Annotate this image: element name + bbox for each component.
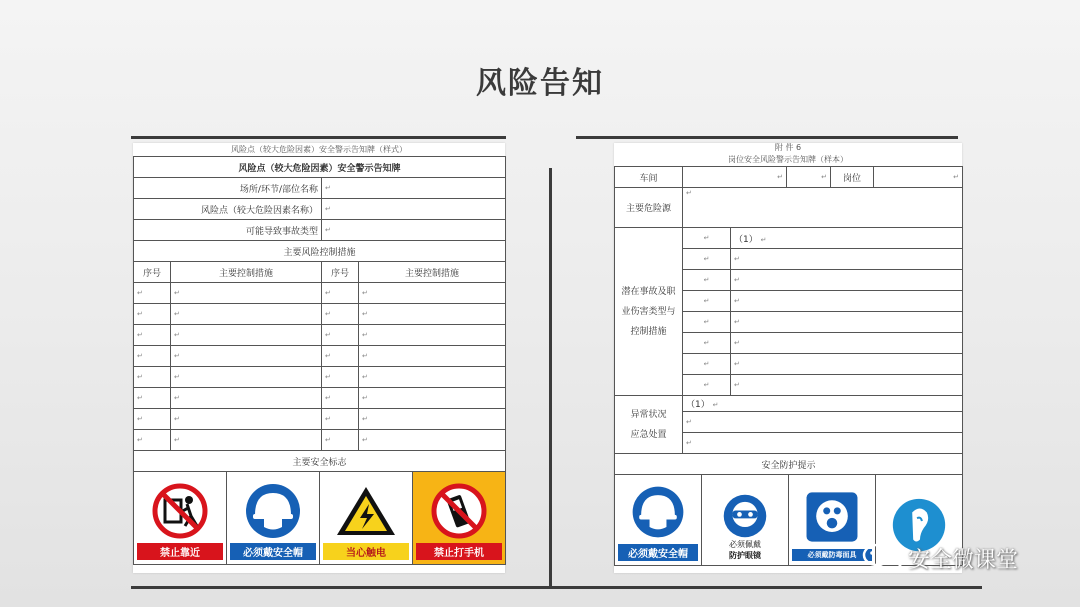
workshop-value[interactable]: ↵ (683, 167, 787, 188)
sign-label: 防护眼镜 (729, 551, 761, 560)
accident-type-value[interactable]: ↵ (322, 220, 506, 241)
hazard-value[interactable]: ↵ (683, 188, 963, 228)
watermark-text: 安全微课堂 (908, 547, 1019, 573)
risk-point-notice-form (133, 143, 505, 573)
signs-title: 主要安全标志 (134, 451, 506, 472)
accident-label-line: 潜在事故及职 (621, 286, 676, 297)
sign-label: 必须戴防毒面具 (792, 549, 872, 561)
risk-name-value[interactable]: ↵ (322, 199, 506, 220)
table-row: ↵ ↵ (615, 291, 963, 312)
hazard-label: 主要危险源 (615, 188, 683, 228)
form-heading: 风险点（较大危险因素）安全警示告知牌 (134, 157, 506, 178)
abnormal-label-line: 异常状况 (630, 409, 667, 420)
post-risk-table: 车间 ↵ ↵ 岗位 ↵ 主要危险源 ↵ 潜在事故及职 业伤害类型与 控制措施 ↵ （1） ↵ ↵ ↵ ↵ ↵ ↵ ↵ ↵ ↵ ↵ ↵ ↵ ↵ ↵ ↵ 异常状况 应急处置 （1） ↵ ↵ ↵ 安全防护提示 必须戴安全帽 必须佩戴 防护眼镜 必须戴防毒面具 (614, 166, 963, 566)
place-value[interactable]: ↵ (322, 178, 506, 199)
sign-wear-helmet (615, 475, 702, 565)
table-row: ↵ ↵ ↵ ↵ (134, 388, 506, 409)
sign-label: 禁止打手机 (416, 543, 502, 560)
table-row: ↵ ↵ (615, 312, 963, 333)
col-measure-1: 主要控制措施 (171, 262, 322, 283)
table-row: ↵ (615, 412, 963, 433)
col-measure-2: 主要控制措施 (359, 262, 506, 283)
post-placeholder: ↵ (787, 167, 831, 188)
annex-label: 附 件 6 (774, 143, 802, 152)
post-value[interactable]: ↵ (874, 167, 963, 188)
sign-label: 禁止靠近 (137, 543, 223, 560)
watermark (862, 542, 1018, 574)
post-label: 岗位 (831, 167, 874, 188)
wear-helmet-sign-icon (627, 483, 689, 541)
table-row: ↵ ↵ (615, 375, 963, 396)
place-label: 场所/环节/部位名称 (134, 178, 322, 199)
wechat-icon (862, 542, 904, 574)
table-row: ↵ ↵ (615, 249, 963, 270)
form-caption: 岗位安全风险警示告知牌（样本） (728, 155, 848, 164)
electric-shock-warning-icon (333, 482, 399, 540)
item-number: （1） (734, 234, 758, 245)
abnormal-label (615, 396, 683, 454)
no-approach-sign-icon (147, 482, 213, 540)
signs-cell (134, 472, 506, 565)
risk-point-table (133, 156, 506, 565)
risk-name-label: 风险点（较大危险因素名称） (134, 199, 322, 220)
gas-mask-sign-icon (803, 488, 861, 546)
measures-title: 主要风险控制措施 (134, 241, 506, 262)
bottom-rule (131, 586, 982, 589)
accident-label-line: 控制措施 (630, 326, 667, 337)
item-number: （1） (686, 400, 710, 410)
table-row: ↵ (615, 433, 963, 454)
sign-label: 必须戴安全帽 (618, 544, 698, 561)
col-no-2: 序号 (322, 262, 359, 283)
goggles-sign-icon (719, 493, 771, 539)
table-row: ↵ ↵ ↵ ↵ (134, 325, 506, 346)
workshop-label: 车间 (615, 167, 683, 188)
post-risk-notice-form (614, 143, 962, 573)
right-top-rule (576, 136, 958, 139)
sign-electric-shock (320, 472, 413, 564)
sign-label: 必须佩戴 (729, 540, 761, 549)
table-row: ↵ ↵ (615, 354, 963, 375)
table-row: ↵ ↵ ↵ ↵ (134, 430, 506, 451)
accident-label-line: 业伤害类型与 (621, 306, 676, 317)
wear-helmet-sign-icon (240, 482, 306, 540)
table-row: ↵ ↵ (615, 333, 963, 354)
table-row: ↵ ↵ ↵ ↵ (134, 409, 506, 430)
sign-no-phone (413, 472, 505, 564)
form-caption: 风险点（较大危险因素）安全警示告知牌（样式） (231, 145, 407, 154)
table-row: ↵ ↵ ↵ ↵ (134, 304, 506, 325)
no-phone-sign-icon (426, 482, 492, 540)
sign-label: 必须戴安全帽 (230, 543, 316, 560)
accident-label (615, 228, 683, 396)
accident-type-label: 可能导致事故类型 (134, 220, 322, 241)
sign-goggles (702, 475, 789, 565)
sign-no-approach (134, 472, 227, 564)
table-row: ↵ ↵ (615, 270, 963, 291)
col-no-1: 序号 (134, 262, 171, 283)
table-row: ↵ ↵ ↵ ↵ (134, 367, 506, 388)
protection-title: 安全防护提示 (615, 454, 963, 475)
table-row: ↵ ↵ ↵ ↵ (134, 283, 506, 304)
table-row: ↵ ↵ ↵ ↵ (134, 346, 506, 367)
emergency-label-line: 应急处置 (630, 429, 667, 440)
center-divider (549, 168, 552, 588)
left-top-rule (131, 136, 506, 139)
sign-label: 当心触电 (323, 543, 409, 560)
sign-wear-helmet (227, 472, 320, 564)
slide-title: 风险告知 (476, 66, 604, 101)
